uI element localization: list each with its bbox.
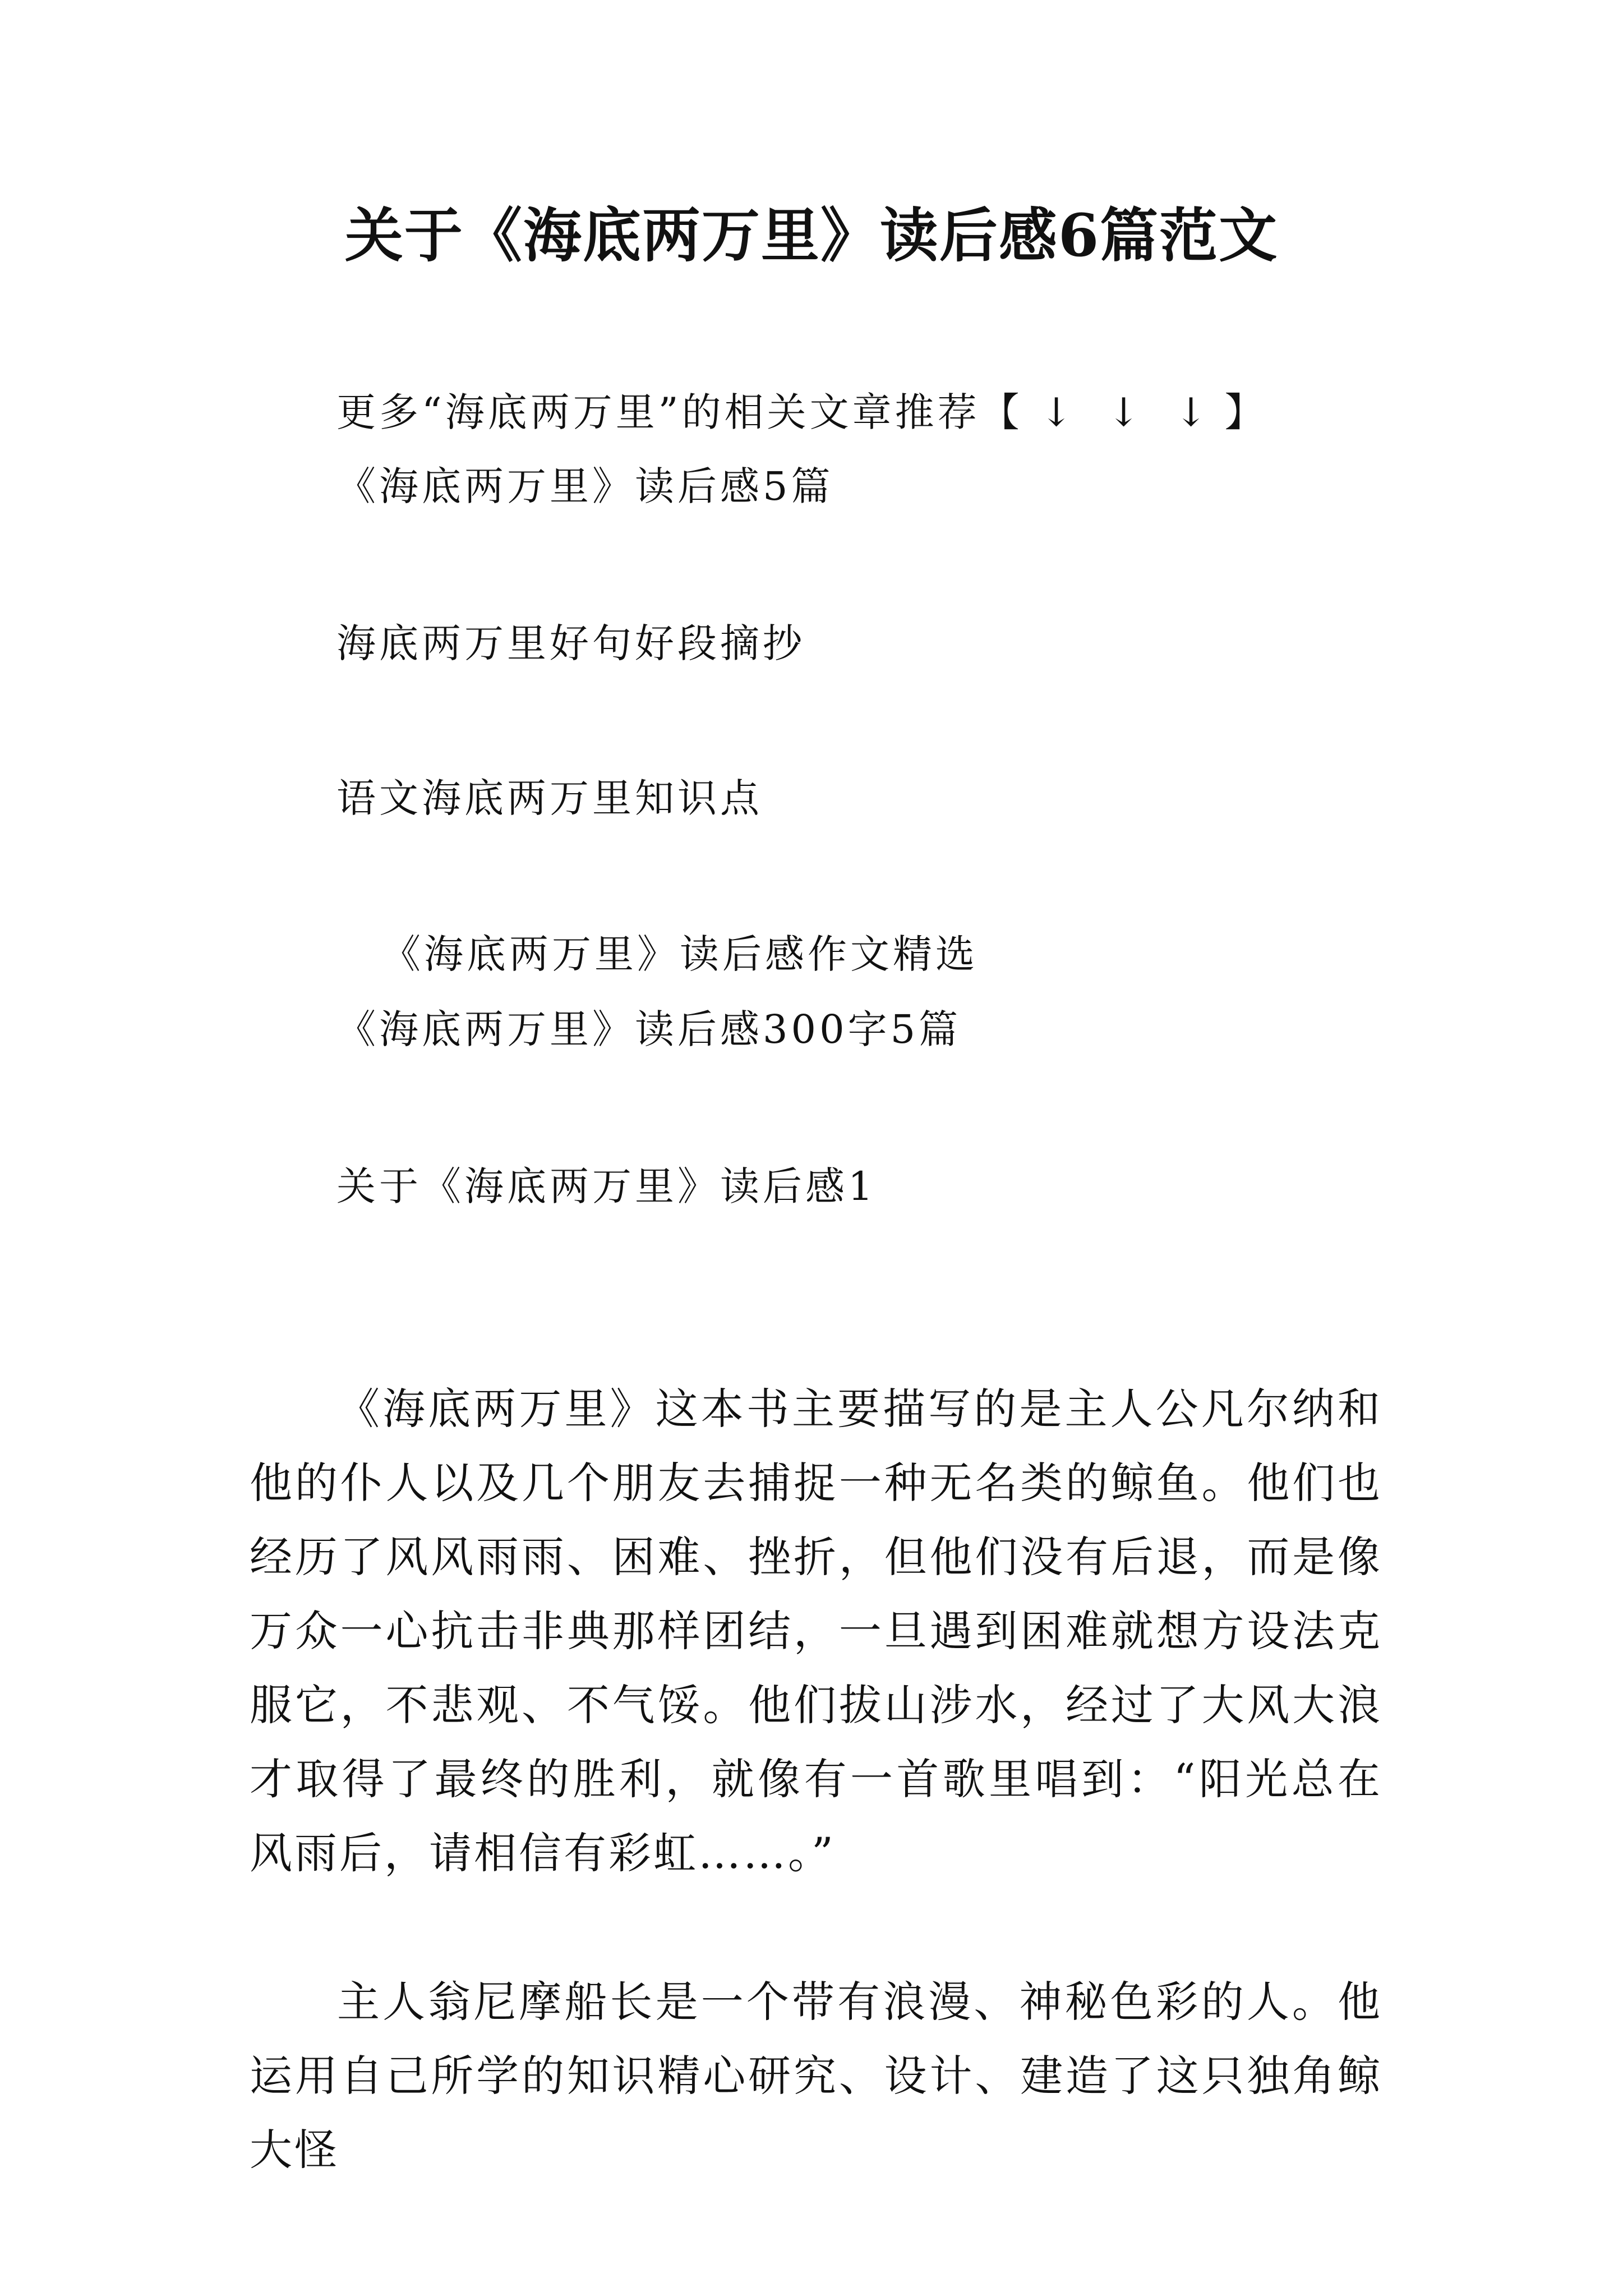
down-arrow-icon: ↓ bbox=[1107, 389, 1140, 435]
related-article-link[interactable]: 《海底两万里》读后感作文精选 bbox=[381, 931, 978, 977]
body-paragraph: 主人翁尼摩船长是一个带有浪漫、神秘色彩的人。他运用自己所学的知识精心研究、设计、建造了这只独角鲸大怪 bbox=[250, 1977, 1382, 2175]
related-article-link[interactable]: 海底两万里好句好段摘抄 bbox=[336, 620, 805, 666]
recommendation-header bbox=[336, 387, 1267, 438]
body-paragraph: 《海底两万里》这本书主要描写的是主人公凡尔纳和他的仆人以及几个朋友去捕捉一种无名类的鲸鱼。他们也经历了风风雨雨、困难、挫折，但他们没有后退，而是像万众一心抗击非典那样团结，一旦遇到困难就想方设法克服它，不悲观、不气馁。他们拔山涉水，经过了大风大浪才取得了最终的胜利，就像有一首歌里唱到：“阳光总在风雨后，请相信有彩虹……。” bbox=[250, 1384, 1382, 1878]
recommendation-intro: 更多“海底两万里”的相关文章推荐【 bbox=[336, 389, 1023, 435]
related-article-link[interactable]: 语文海底两万里知识点 bbox=[336, 775, 763, 821]
arrow-group bbox=[1023, 389, 1225, 435]
down-arrow-icon: ↓ bbox=[1040, 389, 1073, 435]
document-title: 关于《海底两万里》读后感6篇范文 bbox=[344, 201, 1279, 270]
related-article-link[interactable]: 《海底两万里》读后感300字5篇 bbox=[336, 1006, 962, 1052]
related-article-link[interactable]: 《海底两万里》读后感5篇 bbox=[336, 463, 834, 509]
down-arrow-icon: ↓ bbox=[1174, 389, 1207, 435]
related-article-link[interactable]: 关于《海底两万里》读后感1 bbox=[336, 1163, 877, 1209]
recommendation-close: 】 bbox=[1224, 389, 1267, 435]
